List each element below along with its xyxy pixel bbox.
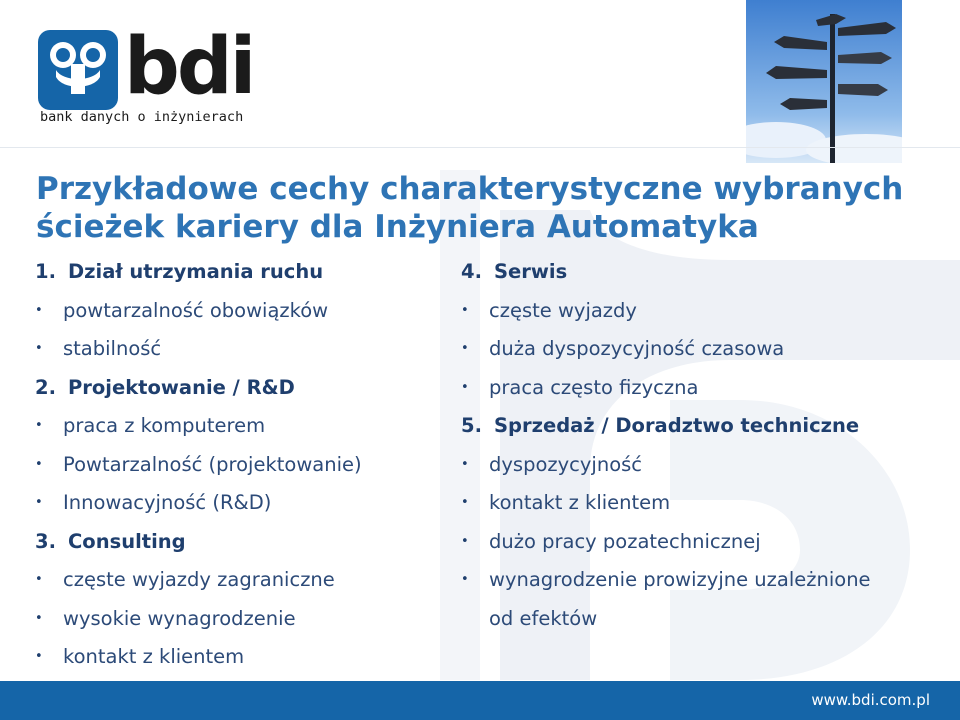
list-item-text: kontakt z klientem bbox=[63, 645, 245, 668]
section-heading bbox=[35, 253, 435, 292]
bullet-icon: • bbox=[461, 456, 469, 472]
bdi-logo-mark-icon bbox=[38, 30, 118, 110]
bullet-icon: • bbox=[35, 572, 43, 587]
list-item-text: kontakt z klientem bbox=[489, 491, 671, 514]
list-item-text: dużo pracy pozatechnicznej bbox=[489, 529, 761, 553]
section-heading bbox=[35, 523, 435, 562]
list-item-continuation bbox=[461, 600, 931, 639]
section-heading bbox=[35, 369, 435, 408]
list-item-text: wynagrodzenie prowizyjne uzależnione bbox=[489, 568, 871, 591]
list-item bbox=[461, 523, 931, 562]
list-item-text: stabilność bbox=[63, 337, 162, 360]
section-number: 3. bbox=[35, 529, 56, 553]
bullet-icon: • bbox=[461, 495, 469, 510]
list-item-text: częste wyjazdy bbox=[489, 298, 637, 322]
list-item-text: od efektów bbox=[489, 606, 598, 630]
header-divider bbox=[0, 147, 960, 148]
list-item bbox=[35, 292, 435, 331]
bullet-icon: • bbox=[461, 533, 469, 549]
section-number: 5. bbox=[461, 414, 482, 437]
list-item bbox=[35, 638, 435, 677]
section-heading bbox=[461, 253, 931, 292]
bullet-icon: • bbox=[461, 341, 469, 356]
list-item bbox=[461, 369, 931, 408]
bullet-icon: • bbox=[35, 341, 43, 356]
section-heading-text: Projektowanie / R&D bbox=[68, 375, 295, 399]
list-item bbox=[461, 446, 931, 485]
left-column bbox=[35, 253, 435, 677]
bdi-logo bbox=[38, 22, 254, 130]
list-item-text: praca często fizyczna bbox=[489, 375, 699, 399]
bullet-icon: • bbox=[461, 302, 469, 318]
section-number: 4. bbox=[461, 260, 482, 283]
bullet-icon: • bbox=[35, 456, 43, 472]
list-item bbox=[461, 484, 931, 523]
section-number: 2. bbox=[35, 375, 56, 399]
bullet-icon: • bbox=[35, 495, 43, 510]
bullet-icon: • bbox=[35, 610, 43, 626]
bullet-icon: • bbox=[461, 572, 469, 587]
list-item-text: praca z komputerem bbox=[63, 414, 266, 437]
list-item-text: Powtarzalność (projektowanie) bbox=[63, 452, 362, 476]
list-item bbox=[35, 330, 435, 369]
list-item bbox=[35, 446, 435, 485]
footer-url-link[interactable]: www.bdi.com.pl bbox=[811, 691, 930, 709]
bullet-icon: • bbox=[35, 418, 43, 433]
right-column bbox=[461, 253, 931, 638]
section-number: 1. bbox=[35, 260, 56, 283]
list-item bbox=[461, 561, 931, 600]
list-item-text: Innowacyjność (R&D) bbox=[63, 491, 272, 514]
section-heading-text: Serwis bbox=[494, 260, 568, 283]
list-item-text: dyspozycyjność bbox=[489, 452, 643, 476]
list-item-text: wysokie wynagrodzenie bbox=[63, 606, 296, 630]
list-item bbox=[35, 484, 435, 523]
section-heading bbox=[461, 407, 931, 446]
list-item bbox=[461, 330, 931, 369]
bdi-logo-wordmark: bdi bbox=[124, 22, 254, 112]
list-item bbox=[35, 561, 435, 600]
list-item bbox=[35, 600, 435, 639]
bdi-logo-tagline: bank danych o inżynierach bbox=[40, 109, 244, 125]
bullet-icon: • bbox=[35, 302, 43, 318]
section-heading-text: Sprzedaż / Doradztwo techniczne bbox=[494, 414, 860, 437]
bullet-icon: • bbox=[461, 379, 469, 395]
signpost-photo bbox=[746, 0, 902, 163]
list-item-text: duża dyspozycyjność czasowa bbox=[489, 337, 785, 360]
slide-title: Przykładowe cechy charakterystyczne wybranych ścieżek kariery dla Inżyniera Automatyka bbox=[36, 171, 904, 245]
list-item bbox=[461, 292, 931, 331]
section-heading-text: Dział utrzymania ruchu bbox=[68, 260, 324, 283]
bullet-icon: • bbox=[35, 649, 43, 664]
list-item-text: częste wyjazdy zagraniczne bbox=[63, 568, 335, 591]
footer-bar bbox=[0, 681, 960, 720]
list-item-text: powtarzalność obowiązków bbox=[63, 298, 329, 322]
section-heading-text: Consulting bbox=[68, 529, 186, 553]
list-item bbox=[35, 407, 435, 446]
